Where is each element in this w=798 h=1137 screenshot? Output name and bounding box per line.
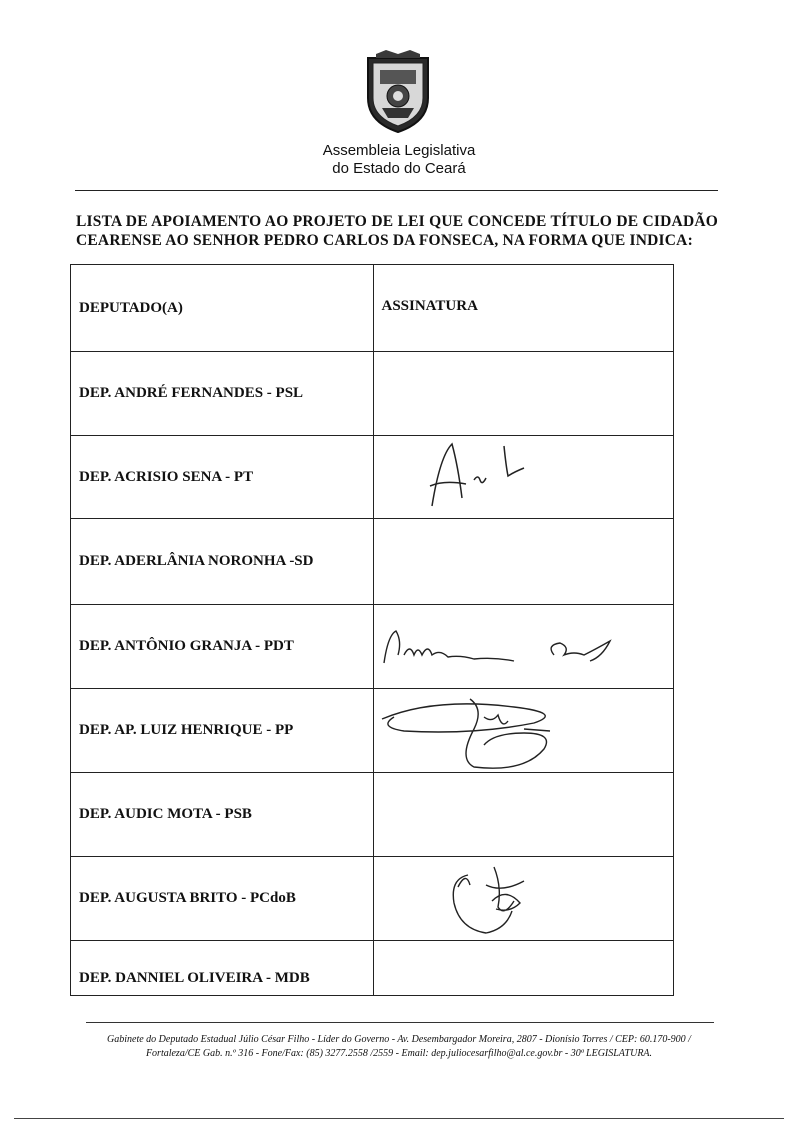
deputy-name: DEP. ANTÔNIO GRANJA - PDT xyxy=(71,605,374,689)
deputy-name: DEP. ANDRÉ FERNANDES - PSL xyxy=(71,352,374,436)
deputy-name: DEP. AUDIC MOTA - PSB xyxy=(71,773,374,857)
deputy-name: DEP. ADERLÂNIA NORONHA -SD xyxy=(71,519,374,605)
signature-cell xyxy=(373,436,674,519)
column-header-signature: ASSINATURA xyxy=(373,265,674,352)
organization-name: Assembleia Legislativa xyxy=(322,142,476,159)
signature-cell xyxy=(373,519,674,605)
footer-address xyxy=(60,1033,738,1061)
footer-divider xyxy=(86,1022,714,1023)
table-header-row xyxy=(71,265,674,352)
deputy-name: DEP. AP. LUIZ HENRIQUE - PP xyxy=(71,689,374,773)
footer-line-1: Gabinete do Deputado Estadual Júlio César Filho - Líder do Governo - Av. Desembargador Moreira, 2807 - Dionísio Torres / CEP: 60.170-900 / xyxy=(107,1034,691,1045)
handwritten-signature xyxy=(374,436,666,519)
signature-cell xyxy=(373,689,674,773)
table-row xyxy=(71,773,674,857)
table-row xyxy=(71,352,674,436)
signature-table xyxy=(70,264,674,996)
organization-state: do Estado do Ceará xyxy=(332,160,466,177)
deputy-name: DEP. AUGUSTA BRITO - PCdoB xyxy=(71,857,374,941)
column-header-deputy: DEPUTADO(A) xyxy=(71,265,374,352)
table-row xyxy=(71,436,674,519)
handwritten-signature xyxy=(374,689,666,773)
signature-cell xyxy=(373,941,674,996)
table-row xyxy=(71,941,674,996)
table-row xyxy=(71,857,674,941)
table-row xyxy=(71,519,674,605)
header-divider xyxy=(75,190,718,191)
signature-cell xyxy=(373,352,674,436)
handwritten-signature xyxy=(374,857,666,941)
table-row xyxy=(71,689,674,773)
signature-cell xyxy=(373,857,674,941)
signature-cell xyxy=(373,773,674,857)
ceara-assembly-crest-icon xyxy=(362,48,434,134)
handwritten-signature xyxy=(374,605,666,689)
document-title: LISTA DE APOIAMENTO AO PROJETO DE LEI QUE CONCEDE TÍTULO DE CIDADÃO CEARENSE AO SENHOR PEDRO CARLOS DA FONSECA, NA FORMA QUE INDICA: xyxy=(76,213,718,249)
table-row xyxy=(71,605,674,689)
footer-line-2: Fortaleza/CE Gab. n.º 316 - Fone/Fax: (85) 3277.2558 /2559 - Email: dep.juliocesarfilho@al.ce.gov.br - 30ª LEGISLATURA. xyxy=(145,1048,653,1059)
deputy-name: DEP. ACRISIO SENA - PT xyxy=(71,436,374,519)
page-bottom-rule xyxy=(14,1118,784,1119)
deputy-name: DEP. DANNIEL OLIVEIRA - MDB xyxy=(71,941,374,996)
signature-cell xyxy=(373,605,674,689)
